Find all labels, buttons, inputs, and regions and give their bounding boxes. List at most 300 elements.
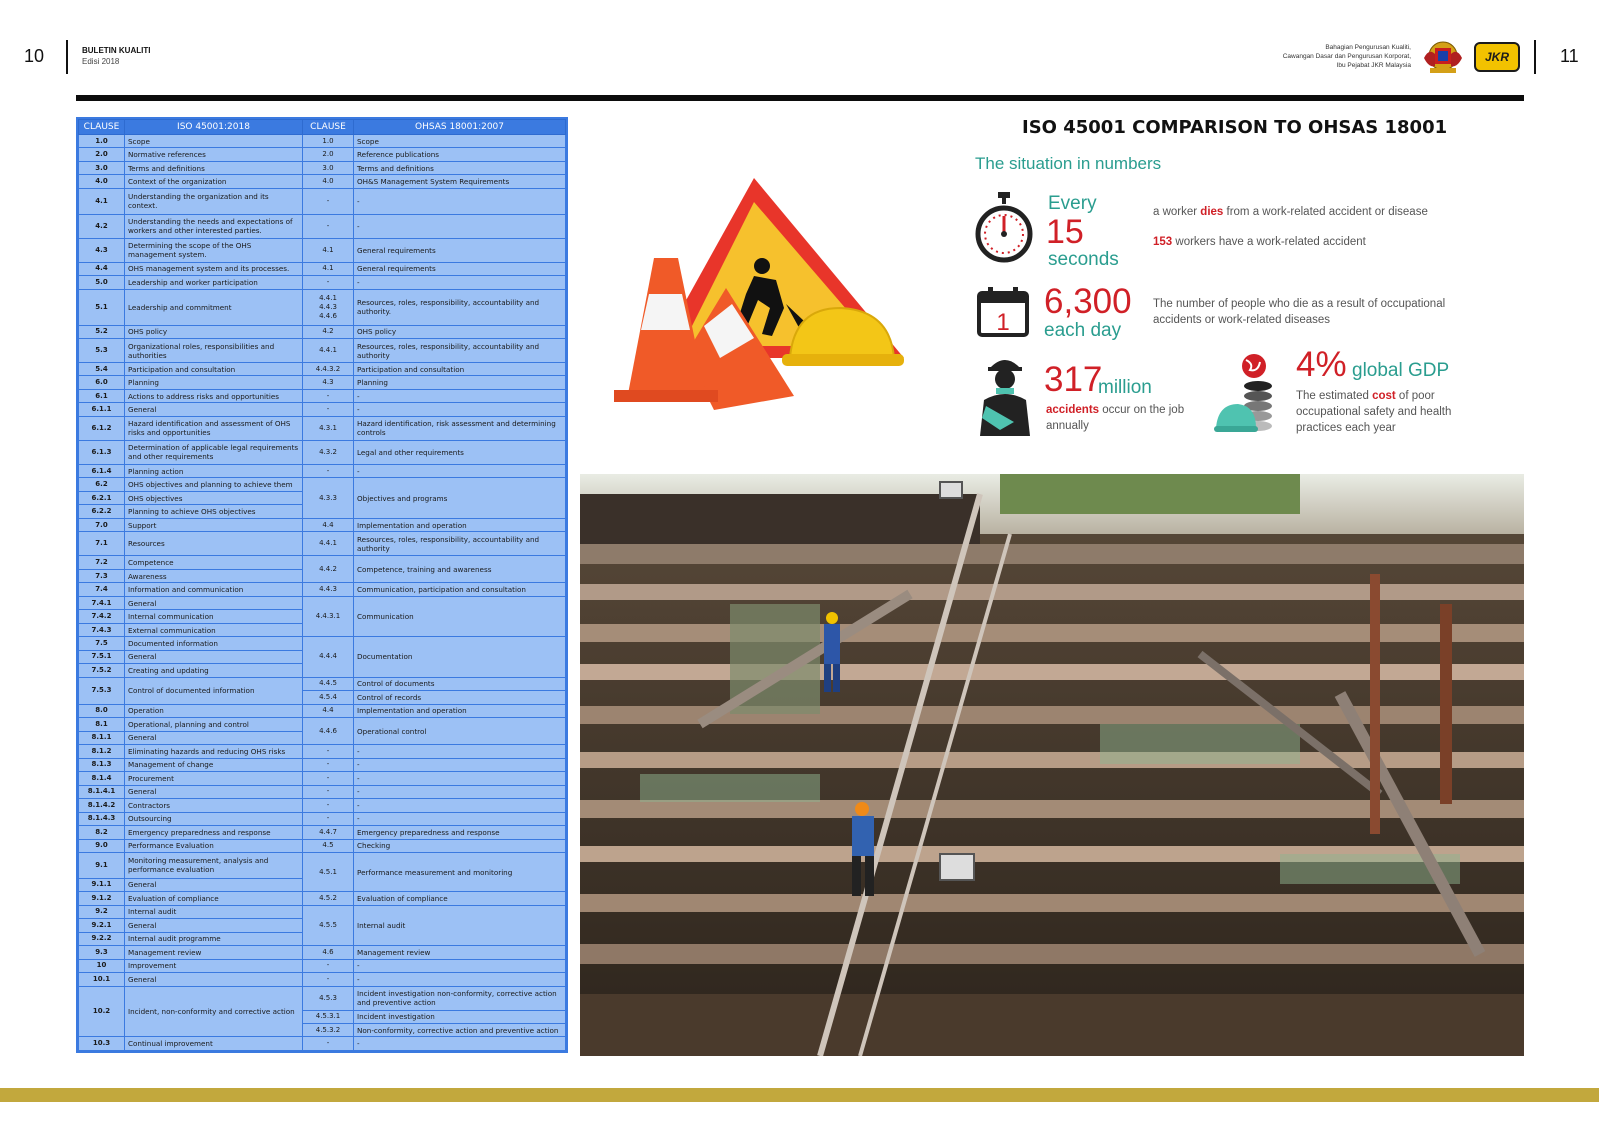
worker-dies-stat bbox=[1153, 206, 1428, 218]
iso-clause-cell: 7.5.1 bbox=[79, 650, 125, 663]
ohsas-clause-cell: 4.5.3.1 bbox=[303, 1010, 354, 1023]
iso-clause-cell: 7.4 bbox=[79, 583, 125, 596]
iso-clause-cell: 6.1.3 bbox=[79, 440, 125, 464]
ohsas-clause-cell: 4.5.4 bbox=[303, 691, 354, 704]
iso-title-cell: Eliminating hazards and reducing OHS risks bbox=[125, 745, 303, 758]
iso-clause-cell: 4.3 bbox=[79, 238, 125, 262]
ohsas-title-cell: Non-conformity, corrective action and preventive action bbox=[354, 1023, 566, 1036]
table-row bbox=[79, 325, 566, 338]
ohsas-title-cell: - bbox=[354, 403, 566, 416]
ohsas-title-cell: - bbox=[354, 758, 566, 771]
iso-title-cell: Leadership and worker participation bbox=[125, 276, 303, 289]
table-row bbox=[79, 677, 566, 690]
iso-clause-cell: 6.2 bbox=[79, 478, 125, 491]
deaths-per-day-stat: 6,300 bbox=[1044, 282, 1132, 321]
global-gdp-label: global GDP bbox=[1352, 360, 1450, 381]
iso-clause-cell: 8.0 bbox=[79, 704, 125, 717]
iso-clause-cell: 3.0 bbox=[79, 161, 125, 174]
bulletin-heading bbox=[82, 45, 150, 67]
table-row bbox=[79, 478, 566, 491]
iso-clause-cell: 6.2.2 bbox=[79, 505, 125, 518]
iso-clause-cell: 9.1 bbox=[79, 853, 125, 879]
ohsas-clause-cell: - bbox=[303, 389, 354, 402]
table-row bbox=[79, 376, 566, 389]
iso-clause-cell: 8.1.4 bbox=[79, 772, 125, 785]
table-row bbox=[79, 812, 566, 825]
iso-title-cell: Participation and consultation bbox=[125, 363, 303, 376]
ohsas-title-cell: Operational control bbox=[354, 718, 566, 745]
iso-clause-cell: 6.1.1 bbox=[79, 403, 125, 416]
iso-clause-cell: 4.4 bbox=[79, 262, 125, 275]
table-row bbox=[79, 596, 566, 609]
iso-clause-cell: 9.3 bbox=[79, 946, 125, 959]
page-title: ISO 45001 COMPARISON TO OHSAS 18001 bbox=[1022, 117, 1448, 138]
ohsas-clause-cell: - bbox=[303, 812, 354, 825]
table-row bbox=[79, 214, 566, 238]
iso-clause-cell: 10.1 bbox=[79, 973, 125, 986]
iso-clause-cell: 7.3 bbox=[79, 569, 125, 582]
ohsas-clause-cell: 4.5.3.2 bbox=[303, 1023, 354, 1036]
deaths-description: The number of people who die as a result of occupational accidents or work-related diseases bbox=[1153, 298, 1446, 326]
iso-clause-cell: 8.1.2 bbox=[79, 745, 125, 758]
iso-clause-cell: 5.2 bbox=[79, 325, 125, 338]
iso-clause-cell: 7.5.2 bbox=[79, 664, 125, 677]
iso-clause-cell: 9.1.1 bbox=[79, 878, 125, 891]
iso-title-cell: Procurement bbox=[125, 772, 303, 785]
iso-clause-cell: 7.4.2 bbox=[79, 610, 125, 623]
each-day-label: each day bbox=[1044, 320, 1122, 341]
ohsas-clause-cell: 4.3 bbox=[303, 376, 354, 389]
ohsas-title-cell: - bbox=[354, 745, 566, 758]
ohsas-title-cell: - bbox=[354, 188, 566, 214]
header-ohsas-18001: OHSAS 18001:2007 bbox=[354, 120, 566, 135]
iso-clause-cell: 8.1.1 bbox=[79, 731, 125, 744]
ohsas-title-cell: Control of records bbox=[354, 691, 566, 704]
ohsas-clause-cell: 4.4.3.2 bbox=[303, 363, 354, 376]
ohsas-title-cell: Scope bbox=[354, 135, 566, 148]
department-address bbox=[1283, 43, 1411, 70]
stopwatch-icon bbox=[975, 190, 1033, 264]
iso-title-cell: OHS objectives and planning to achieve them bbox=[125, 478, 303, 491]
ohsas-clause-cell: - bbox=[303, 1037, 354, 1051]
ohsas-title-cell: Hazard identification, risk assessment and determining controls bbox=[354, 416, 566, 440]
header-iso-45001: ISO 45001:2018 bbox=[125, 120, 303, 135]
ohsas-title-cell: - bbox=[354, 812, 566, 825]
stat5-text: The estimated bbox=[1296, 390, 1373, 402]
ohsas-title-cell: Control of documents bbox=[354, 677, 566, 690]
traffic-cones-illustration bbox=[594, 168, 924, 418]
iso-title-cell: Understanding the needs and expectations of workers and other interested parties. bbox=[125, 214, 303, 238]
iso-clause-cell: 5.1 bbox=[79, 289, 125, 325]
header-divider-left bbox=[66, 40, 68, 74]
iso-title-cell: Outsourcing bbox=[125, 812, 303, 825]
iso-clause-cell: 6.1.2 bbox=[79, 416, 125, 440]
iso-title-cell: Information and communication bbox=[125, 583, 303, 596]
iso-clause-cell: 5.0 bbox=[79, 276, 125, 289]
table-row bbox=[79, 772, 566, 785]
table-row bbox=[79, 946, 566, 959]
ohsas-clause-cell: 4.5.3 bbox=[303, 986, 354, 1010]
stat1-text: a worker bbox=[1153, 206, 1201, 218]
iso-title-cell: Internal communication bbox=[125, 610, 303, 623]
iso-clause-cell: 7.1 bbox=[79, 532, 125, 556]
ohsas-title-cell: Participation and consultation bbox=[354, 363, 566, 376]
ohsas-title-cell: - bbox=[354, 214, 566, 238]
dept-line-3: Ibu Pejabat JKR Malaysia bbox=[1336, 62, 1411, 69]
clause-table bbox=[78, 119, 566, 1051]
jkr-logo: JKR bbox=[1474, 42, 1520, 72]
stat4-text: occur on the job annually bbox=[1046, 404, 1185, 432]
ohsas-title-cell: Objectives and programs bbox=[354, 478, 566, 518]
table-row bbox=[79, 986, 566, 1010]
ohsas-title-cell: Incident investigation bbox=[354, 1010, 566, 1023]
table-row bbox=[79, 892, 566, 905]
ohsas-clause-cell: 4.0 bbox=[303, 175, 354, 188]
ohsas-title-cell: Emergency preparedness and response bbox=[354, 826, 566, 839]
iso-title-cell: OHS management system and its processes. bbox=[125, 262, 303, 275]
ohsas-title-cell: - bbox=[354, 1037, 566, 1051]
iso-clause-cell: 8.1.4.3 bbox=[79, 812, 125, 825]
table-row bbox=[79, 148, 566, 161]
injured-worker-icon bbox=[972, 352, 1038, 436]
iso-clause-cell: 4.0 bbox=[79, 175, 125, 188]
ohsas-title-cell: - bbox=[354, 785, 566, 798]
iso-clause-cell: 6.1 bbox=[79, 389, 125, 402]
ohsas-clause-cell: 2.0 bbox=[303, 148, 354, 161]
iso-clause-cell: 8.1 bbox=[79, 718, 125, 731]
iso-clause-cell: 7.4.3 bbox=[79, 623, 125, 636]
dept-line-2: Cawangan Dasar dan Pengurusan Korporat, bbox=[1282, 53, 1411, 60]
table-row bbox=[79, 826, 566, 839]
globe-coins-icon bbox=[1214, 352, 1282, 436]
table-row bbox=[79, 532, 566, 556]
ohsas-title-cell: Checking bbox=[354, 839, 566, 852]
iso-title-cell: Internal audit bbox=[125, 905, 303, 918]
iso-title-cell: Management of change bbox=[125, 758, 303, 771]
seconds-label: seconds bbox=[1048, 249, 1119, 270]
table-row bbox=[79, 853, 566, 879]
ohsas-title-cell: General requirements bbox=[354, 238, 566, 262]
iso-title-cell: Improvement bbox=[125, 959, 303, 972]
iso-clause-cell: 9.2.1 bbox=[79, 919, 125, 932]
iso-title-cell: General bbox=[125, 596, 303, 609]
ohsas-title-cell: Resources, roles, responsibility, accountability and authority bbox=[354, 339, 566, 363]
ohsas-clause-cell: 4.4.3.1 bbox=[303, 596, 354, 636]
ohsas-clause-cell: 4.5 bbox=[303, 839, 354, 852]
ohsas-title-cell: Implementation and operation bbox=[354, 518, 566, 531]
malaysia-crest-icon bbox=[1420, 38, 1466, 76]
table-row bbox=[79, 161, 566, 174]
iso-title-cell: Terms and definitions bbox=[125, 161, 303, 174]
ohsas-title-cell: Communication, participation and consultation bbox=[354, 583, 566, 596]
page-number-right: 11 bbox=[1560, 46, 1579, 66]
bulletin-title: BULETIN KUALITI bbox=[82, 46, 151, 55]
table-row bbox=[79, 839, 566, 852]
iso-title-cell: Documented information bbox=[125, 637, 303, 650]
ohsas-clause-cell: - bbox=[303, 772, 354, 785]
iso-clause-cell: 8.1.4.2 bbox=[79, 799, 125, 812]
section-subtitle: The situation in numbers bbox=[975, 154, 1162, 173]
iso-title-cell: Performance Evaluation bbox=[125, 839, 303, 852]
ohsas-title-cell: - bbox=[354, 276, 566, 289]
table-row bbox=[79, 718, 566, 731]
ohsas-title-cell: Resources, roles, responsibility, accountability and authority. bbox=[354, 289, 566, 325]
iso-title-cell: Context of the organization bbox=[125, 175, 303, 188]
ohsas-clause-cell: 4.3.2 bbox=[303, 440, 354, 464]
top-rule bbox=[76, 95, 1524, 101]
ohsas-title-cell: - bbox=[354, 799, 566, 812]
iso-title-cell: Scope bbox=[125, 135, 303, 148]
table-row bbox=[79, 289, 566, 325]
table-row bbox=[79, 389, 566, 402]
iso-title-cell: External communication bbox=[125, 623, 303, 636]
iso-title-cell: General bbox=[125, 403, 303, 416]
iso-clause-cell: 8.2 bbox=[79, 826, 125, 839]
iso-clause-cell: 6.1.4 bbox=[79, 464, 125, 477]
ohsas-clause-cell: 4.4.6 bbox=[303, 718, 354, 745]
iso-clause-cell: 4.2 bbox=[79, 214, 125, 238]
header-clause-ohsas: CLAUSE bbox=[303, 120, 354, 135]
ohsas-clause-cell: 4.5.2 bbox=[303, 892, 354, 905]
iso-title-cell: Monitoring measurement, analysis and performance evaluation bbox=[125, 853, 303, 879]
stat2-text: workers have a work-related accident bbox=[1172, 236, 1366, 248]
iso-title-cell: General bbox=[125, 731, 303, 744]
ohsas-title-cell: Communication bbox=[354, 596, 566, 636]
accidents-million-stat: 317 bbox=[1044, 360, 1103, 399]
iso-title-cell: General bbox=[125, 973, 303, 986]
iso-title-cell: Creating and updating bbox=[125, 664, 303, 677]
iso-clause-cell: 8.1.3 bbox=[79, 758, 125, 771]
iso-title-cell: Understanding the organization and its context. bbox=[125, 188, 303, 214]
ohsas-clause-cell: - bbox=[303, 214, 354, 238]
ohsas-title-cell: Resources, roles, responsibility, accountability and authority bbox=[354, 532, 566, 556]
iso-title-cell: Operational, planning and control bbox=[125, 718, 303, 731]
ohsas-title-cell: OH&S Management System Requirements bbox=[354, 175, 566, 188]
iso-clause-cell: 7.5 bbox=[79, 637, 125, 650]
table-row bbox=[79, 238, 566, 262]
ohsas-title-cell: Documentation bbox=[354, 637, 566, 677]
iso-title-cell: Planning to achieve OHS objectives bbox=[125, 505, 303, 518]
iso-title-cell: General bbox=[125, 650, 303, 663]
iso-clause-cell: 6.2.1 bbox=[79, 491, 125, 504]
ohsas-clause-cell: 4.4.2 bbox=[303, 556, 354, 583]
iso-title-cell: Evaluation of compliance bbox=[125, 892, 303, 905]
ohsas-clause-cell: 4.4.3 bbox=[303, 583, 354, 596]
ohsas-clause-cell: 4.5.5 bbox=[303, 905, 354, 945]
iso-clause-cell: 5.3 bbox=[79, 339, 125, 363]
iso-title-cell: Emergency preparedness and response bbox=[125, 826, 303, 839]
header-divider-right bbox=[1534, 40, 1536, 74]
ohsas-clause-cell: - bbox=[303, 745, 354, 758]
iso-clause-cell: 9.2 bbox=[79, 905, 125, 918]
iso-clause-cell: 7.4.1 bbox=[79, 596, 125, 609]
ohsas-title-cell: - bbox=[354, 973, 566, 986]
table-row bbox=[79, 135, 566, 148]
clause-comparison-table bbox=[76, 117, 568, 1053]
ohsas-title-cell: Incident investigation non-conformity, corrective action and preventive action bbox=[354, 986, 566, 1010]
ohsas-title-cell: OHS policy bbox=[354, 325, 566, 338]
ohsas-clause-cell: - bbox=[303, 276, 354, 289]
table-row bbox=[79, 637, 566, 650]
iso-title-cell: Organizational roles, responsibilities and authorities bbox=[125, 339, 303, 363]
table-row bbox=[79, 416, 566, 440]
iso-title-cell: Leadership and commitment bbox=[125, 289, 303, 325]
ohsas-clause-cell: 4.4 bbox=[303, 704, 354, 717]
iso-clause-cell: 8.1.4.1 bbox=[79, 785, 125, 798]
ohsas-clause-cell: 4.4.5 bbox=[303, 677, 354, 690]
iso-title-cell: Resources bbox=[125, 532, 303, 556]
ohsas-title-cell: Legal and other requirements bbox=[354, 440, 566, 464]
iso-title-cell: OHS objectives bbox=[125, 491, 303, 504]
ohsas-clause-cell: - bbox=[303, 758, 354, 771]
ohsas-title-cell: Performance measurement and monitoring bbox=[354, 853, 566, 892]
ohsas-clause-cell: 1.0 bbox=[303, 135, 354, 148]
iso-title-cell: General bbox=[125, 878, 303, 891]
gdp-percent-stat: 4% bbox=[1296, 345, 1347, 384]
ohsas-clause-cell: 4.2 bbox=[303, 325, 354, 338]
ohsas-clause-cell: 3.0 bbox=[303, 161, 354, 174]
iso-clause-cell: 6.0 bbox=[79, 376, 125, 389]
iso-title-cell: Incident, non-conformity and corrective action bbox=[125, 986, 303, 1037]
iso-title-cell: Competence bbox=[125, 556, 303, 569]
page-number-left: 10 bbox=[24, 46, 45, 66]
table-row bbox=[79, 403, 566, 416]
iso-clause-cell: 7.0 bbox=[79, 518, 125, 531]
table-row bbox=[79, 704, 566, 717]
iso-clause-cell: 7.5.3 bbox=[79, 677, 125, 704]
bottom-gold-band bbox=[0, 1088, 1599, 1102]
ohsas-clause-cell: - bbox=[303, 403, 354, 416]
ohsas-clause-cell: 4.3.1 bbox=[303, 416, 354, 440]
iso-title-cell: Determining the scope of the OHS management system. bbox=[125, 238, 303, 262]
iso-clause-cell: 2.0 bbox=[79, 148, 125, 161]
stat5-bold: cost bbox=[1372, 390, 1396, 402]
ohsas-clause-cell: 4.1 bbox=[303, 262, 354, 275]
ohsas-clause-cell: 4.4.1 bbox=[303, 532, 354, 556]
ohsas-title-cell: - bbox=[354, 464, 566, 477]
ohsas-clause-cell: - bbox=[303, 959, 354, 972]
ohsas-title-cell: Management review bbox=[354, 946, 566, 959]
iso-clause-cell: 9.1.2 bbox=[79, 892, 125, 905]
iso-clause-cell: 10 bbox=[79, 959, 125, 972]
ohsas-title-cell: Competence, training and awareness bbox=[354, 556, 566, 583]
iso-title-cell: General bbox=[125, 785, 303, 798]
ohsas-clause-cell: 4.3.3 bbox=[303, 478, 354, 518]
iso-title-cell: Control of documented information bbox=[125, 677, 303, 704]
every-label: Every bbox=[1048, 193, 1097, 214]
ohsas-clause-cell: 4.4.1 4.4.3 4.4.6 bbox=[303, 289, 354, 325]
iso-clause-cell: 4.1 bbox=[79, 188, 125, 214]
iso-clause-cell: 7.2 bbox=[79, 556, 125, 569]
iso-title-cell: Management review bbox=[125, 946, 303, 959]
table-row bbox=[79, 758, 566, 771]
iso-title-cell: Internal audit programme bbox=[125, 932, 303, 945]
ohsas-clause-cell: 4.4.7 bbox=[303, 826, 354, 839]
table-row bbox=[79, 363, 566, 376]
iso-clause-cell: 5.4 bbox=[79, 363, 125, 376]
stat1-bold: dies bbox=[1200, 206, 1224, 218]
stat5-text-end: of poor occupational safety and health practices each year bbox=[1296, 390, 1452, 434]
accident-stat bbox=[1153, 236, 1366, 248]
table-row bbox=[79, 583, 566, 596]
ohsas-clause-cell: 4.6 bbox=[303, 946, 354, 959]
iso-title-cell: Awareness bbox=[125, 569, 303, 582]
iso-title-cell: Hazard identification and assessment of OHS risks and opportunities bbox=[125, 416, 303, 440]
calendar-day: 1 bbox=[996, 309, 1010, 336]
gdp-description bbox=[1296, 388, 1496, 436]
iso-title-cell: Determination of applicable legal requirements and other requirements bbox=[125, 440, 303, 464]
table-row bbox=[79, 188, 566, 214]
table-header-row bbox=[79, 120, 566, 135]
ohsas-title-cell: General requirements bbox=[354, 262, 566, 275]
table-row bbox=[79, 959, 566, 972]
ohsas-clause-cell: - bbox=[303, 188, 354, 214]
stat2-bold: 153 bbox=[1153, 236, 1173, 248]
iso-clause-cell: 9.0 bbox=[79, 839, 125, 852]
table-row bbox=[79, 799, 566, 812]
accidents-description bbox=[1046, 402, 1186, 434]
ohsas-clause-cell: 4.4.1 bbox=[303, 339, 354, 363]
ohsas-clause-cell: - bbox=[303, 785, 354, 798]
ohsas-title-cell: - bbox=[354, 959, 566, 972]
stat1-text-end: from a work-related accident or disease bbox=[1223, 206, 1428, 218]
table-row bbox=[79, 464, 566, 477]
header-clause-iso: CLAUSE bbox=[79, 120, 125, 135]
ohsas-title-cell: Implementation and operation bbox=[354, 704, 566, 717]
table-row bbox=[79, 440, 566, 464]
table-body bbox=[79, 135, 566, 1051]
ohsas-title-cell: - bbox=[354, 772, 566, 785]
ohsas-clause-cell: - bbox=[303, 973, 354, 986]
table-row bbox=[79, 745, 566, 758]
table-row bbox=[79, 262, 566, 275]
iso-title-cell: Planning bbox=[125, 376, 303, 389]
iso-clause-cell: 10.3 bbox=[79, 1037, 125, 1051]
bulletin-edition: Edisi 2018 bbox=[82, 57, 120, 66]
iso-clause-cell: 9.2.2 bbox=[79, 932, 125, 945]
ohsas-clause-cell: - bbox=[303, 464, 354, 477]
table-row bbox=[79, 973, 566, 986]
iso-title-cell: Operation bbox=[125, 704, 303, 717]
iso-clause-cell: 1.0 bbox=[79, 135, 125, 148]
iso-title-cell: Normative references bbox=[125, 148, 303, 161]
calendar-icon bbox=[976, 286, 1030, 338]
table-row bbox=[79, 785, 566, 798]
ohsas-clause-cell: - bbox=[303, 799, 354, 812]
dept-line-1: Bahagian Pengurusan Kualiti, bbox=[1325, 44, 1411, 51]
iso-title-cell: Actions to address risks and opportunities bbox=[125, 389, 303, 402]
iso-title-cell: Continual improvement bbox=[125, 1037, 303, 1051]
ohsas-title-cell: Planning bbox=[354, 376, 566, 389]
iso-title-cell: Support bbox=[125, 518, 303, 531]
table-row bbox=[79, 339, 566, 363]
iso-title-cell: Planning action bbox=[125, 464, 303, 477]
table-row bbox=[79, 1037, 566, 1051]
million-label: million bbox=[1098, 377, 1152, 398]
iso-title-cell: Contractors bbox=[125, 799, 303, 812]
table-row bbox=[79, 175, 566, 188]
iso-title-cell: General bbox=[125, 919, 303, 932]
ohsas-title-cell: Evaluation of compliance bbox=[354, 892, 566, 905]
construction-site-photo bbox=[580, 474, 1524, 1056]
stat4-bold: accidents bbox=[1046, 404, 1100, 416]
fifteen-stat: 15 bbox=[1046, 213, 1084, 251]
iso-clause-cell: 10.2 bbox=[79, 986, 125, 1037]
iso-title-cell: OHS policy bbox=[125, 325, 303, 338]
table-row bbox=[79, 276, 566, 289]
ohsas-clause-cell: 4.4 bbox=[303, 518, 354, 531]
table-row bbox=[79, 556, 566, 569]
